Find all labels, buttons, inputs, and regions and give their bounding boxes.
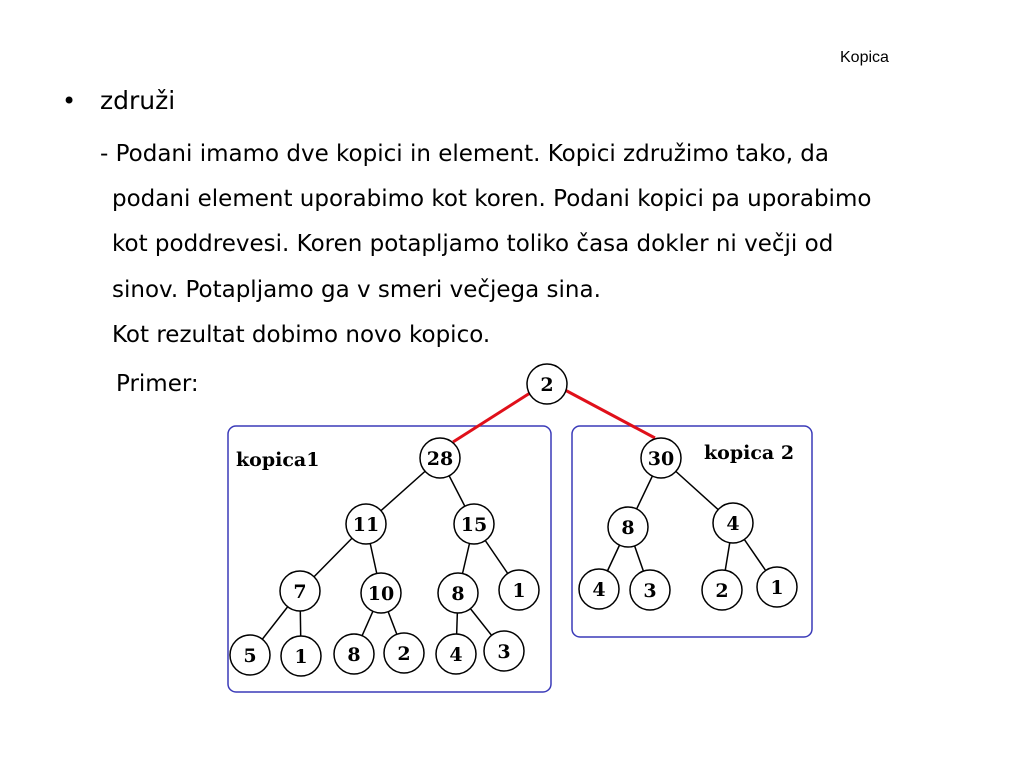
heap-node-label: 8 xyxy=(347,644,361,666)
heap2-label: kopica 2 xyxy=(704,442,795,464)
paragraph-line: - Podani imamo dve kopici in element. Kopici združimo tako, da xyxy=(100,141,830,167)
heap-node-label: 10 xyxy=(367,583,395,605)
heap-node-label: 8 xyxy=(451,583,465,605)
heap-node-label: 30 xyxy=(647,448,675,470)
heap-node-label: 7 xyxy=(293,581,307,603)
heap-node-label: 4 xyxy=(592,579,606,601)
heap-node-label: 1 xyxy=(294,646,308,668)
heap-node-label: 28 xyxy=(426,448,454,470)
heap-node-label: 1 xyxy=(512,580,526,602)
heap1-nodes xyxy=(230,438,539,676)
paragraph-line: Kot rezultat dobimo novo kopico. xyxy=(112,322,491,348)
heap-node-label: 5 xyxy=(243,645,257,667)
heap1-label: kopica1 xyxy=(236,449,320,471)
heap-node-label: 15 xyxy=(460,514,488,536)
heap1-edges xyxy=(250,458,519,656)
heap-node-label: 3 xyxy=(497,641,511,663)
root-edge-left xyxy=(453,393,530,442)
bullet-marker: • xyxy=(62,87,77,115)
heap-node-label: 11 xyxy=(352,514,380,536)
paragraph-line: sinov. Potapljamo ga v smeri večjega sina. xyxy=(112,277,601,303)
paragraph-line: podani element uporabimo kot koren. Podani kopici pa uporabimo xyxy=(112,186,872,212)
heap-node-label: 2 xyxy=(397,643,411,665)
bullet-title: združi xyxy=(100,86,176,115)
heap-node-label: 8 xyxy=(621,517,635,539)
heap-node-label: 1 xyxy=(770,577,784,599)
paragraph-line: kot poddrevesi. Koren potapljamo toliko časa dokler ni večji od xyxy=(112,231,834,257)
heap-node-label: 4 xyxy=(726,513,740,535)
root-node-label: 2 xyxy=(540,374,554,396)
root-edge-right xyxy=(565,390,655,438)
heap-node-label: 2 xyxy=(715,580,729,602)
example-label: Primer: xyxy=(116,371,199,397)
slide-header: Kopica xyxy=(840,49,889,66)
heap-node-label: 4 xyxy=(449,644,463,666)
heap-node-label: 3 xyxy=(643,580,657,602)
